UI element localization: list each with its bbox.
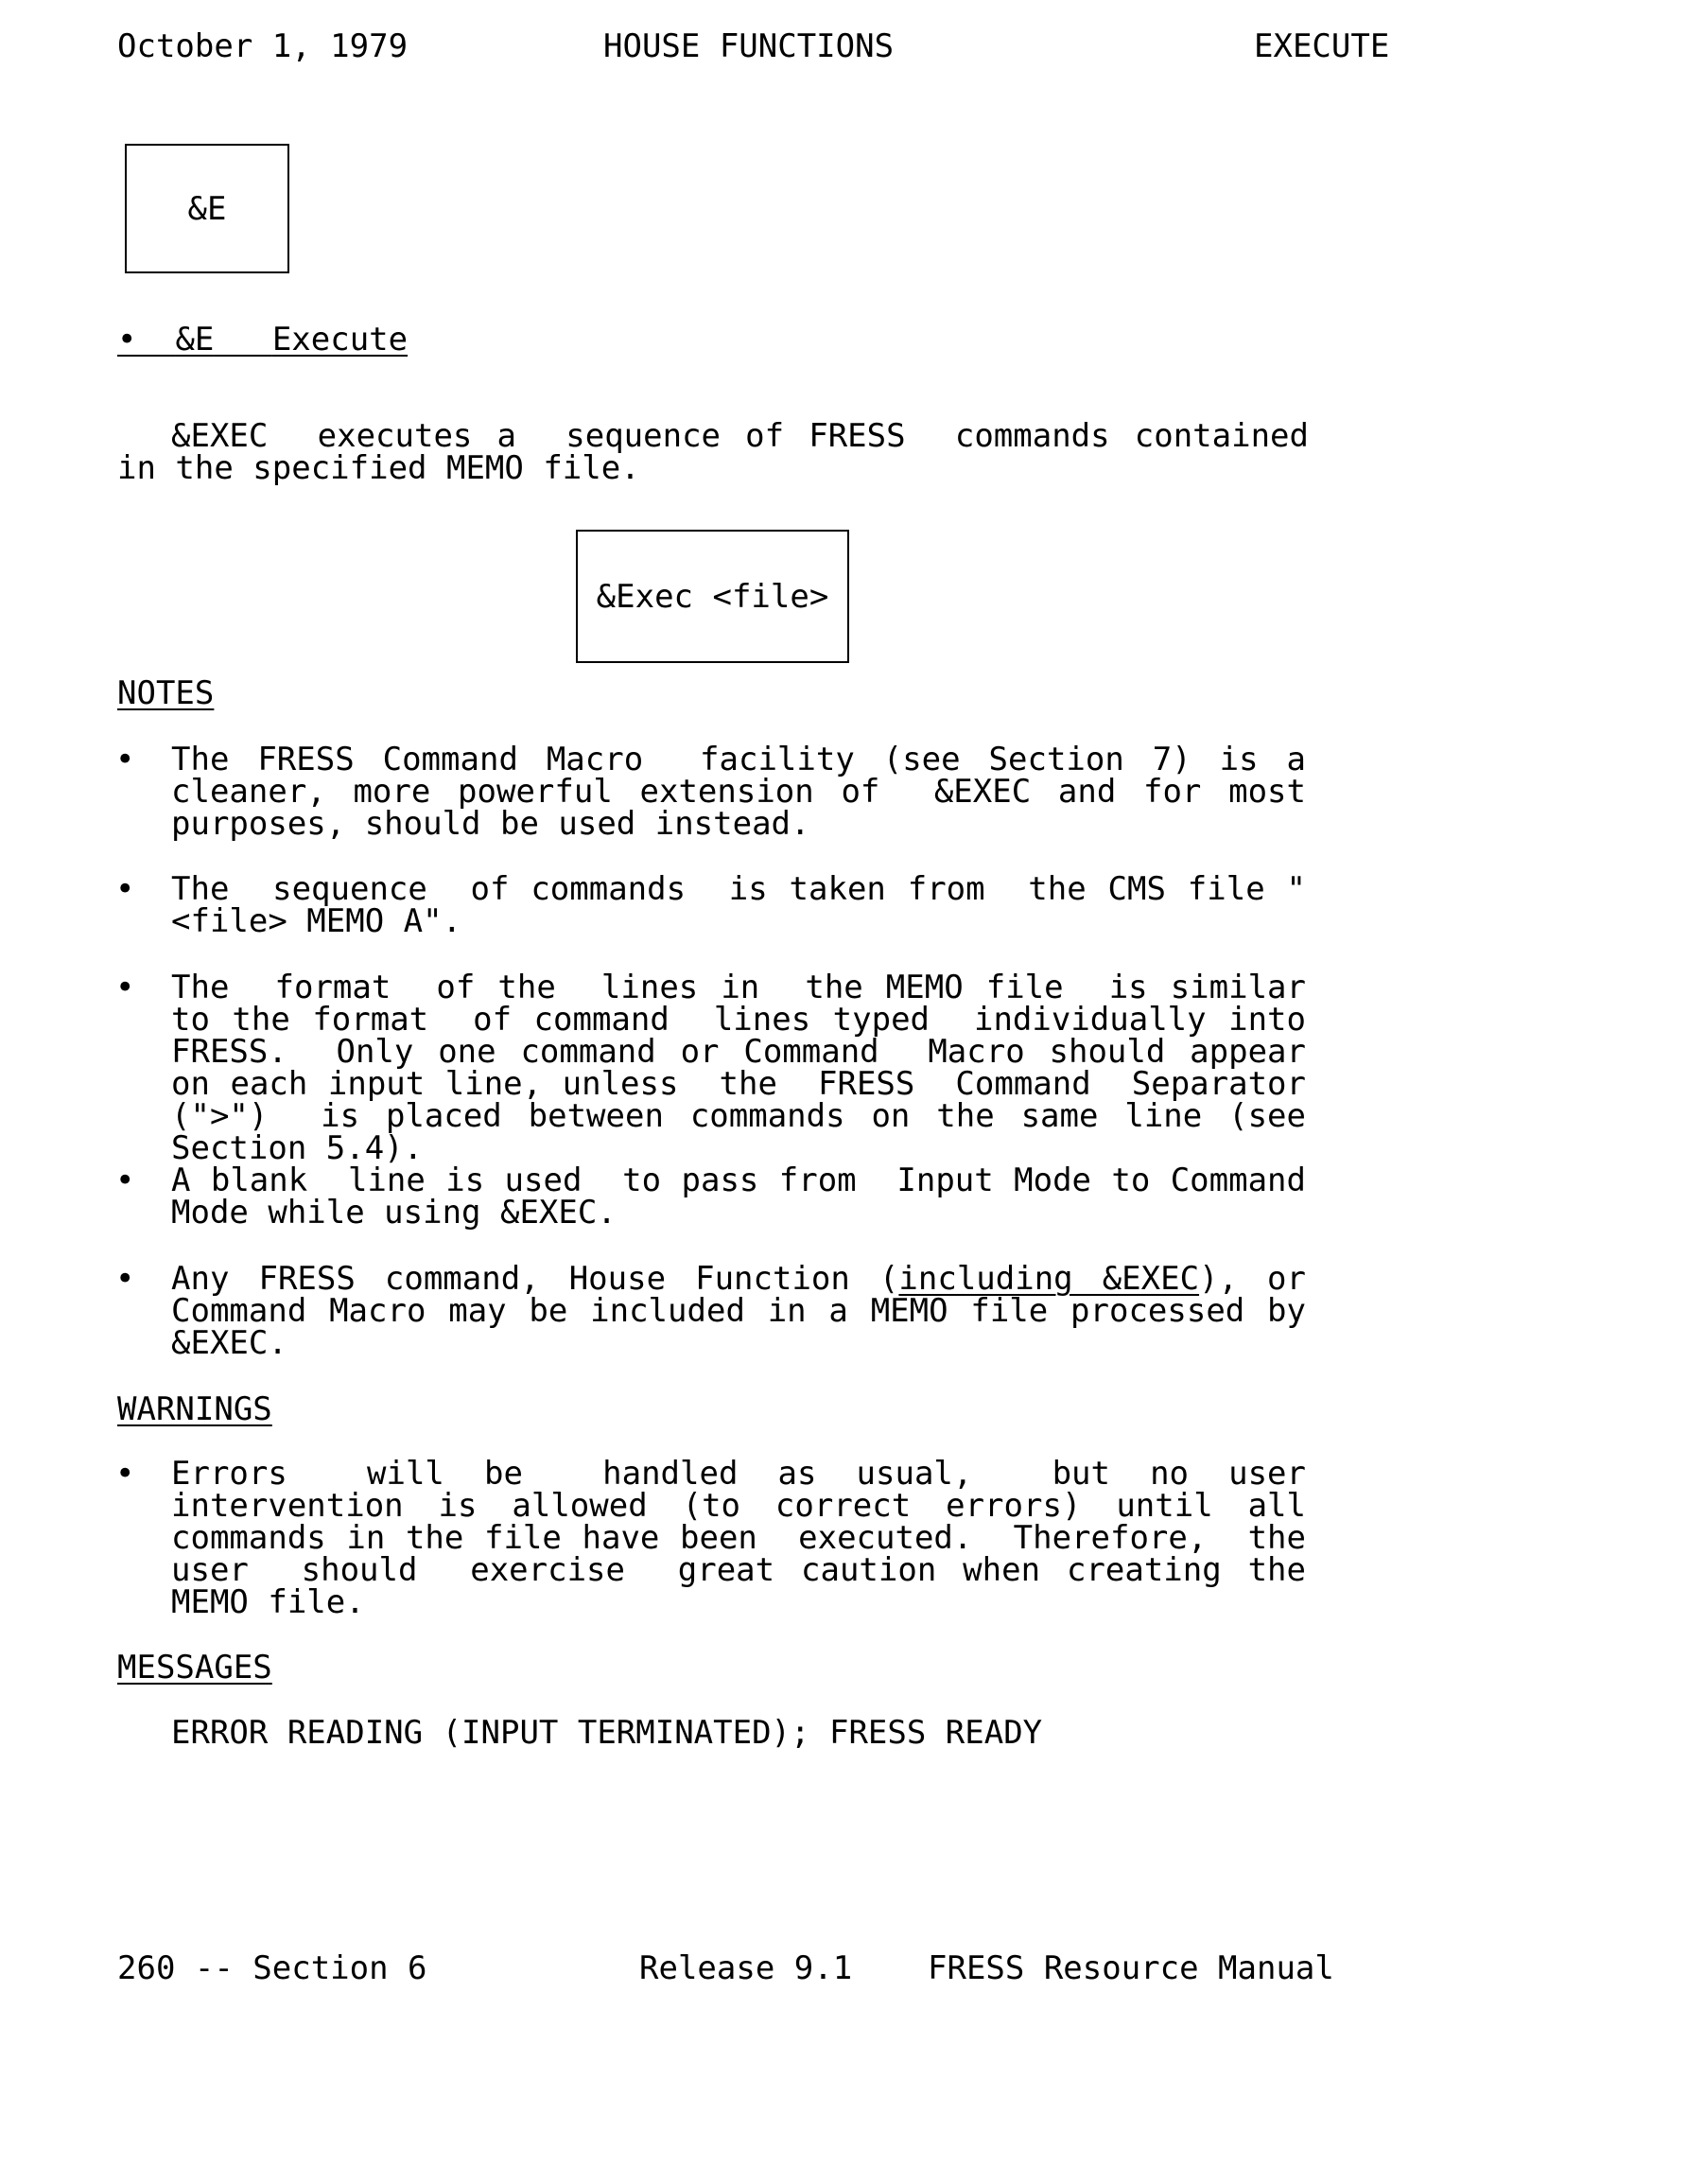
intro-paragraph: &EXEC executes a sequence of FRESS commands contained in the specified MEMO file.	[117, 417, 1329, 487]
bullet-icon: •	[115, 1162, 135, 1199]
bullet-icon: •	[115, 1260, 135, 1298]
function-box-label: &E	[187, 189, 227, 228]
note-text-after: ), or Command Macro may be included in a MEMO file processed by &EXEC.	[171, 1260, 1326, 1362]
bullet-icon: •	[115, 1455, 135, 1493]
header-topic: EXECUTE	[1254, 27, 1390, 65]
message-text: ERROR READING (INPUT TERMINATED); FRESS READY	[171, 1714, 1043, 1752]
warning-text: Errors will be handled as usual, but no user intervention is allowed (to correct errors) until all commands in the file have been executed. Therefore, the user should exercise great caution when creating the MEMO file.	[171, 1455, 1345, 1621]
footer-release: Release 9.1	[639, 1949, 853, 1987]
function-box	[125, 144, 289, 273]
heading-name: Execute	[271, 321, 409, 358]
note-text-underlined: including &EXEC	[898, 1260, 1200, 1298]
footer-page: 260 -- Section 6	[117, 1949, 427, 1987]
footer-manual: FRESS Resource Manual	[928, 1949, 1334, 1987]
heading-code: &E	[175, 321, 215, 358]
bullet-icon: •	[115, 741, 135, 778]
header-date: October 1, 1979	[117, 27, 409, 65]
note-text: The format of the lines in the MEMO file is similar to the format of command lines typed individually into FRESS. Only one command or Command Macro should appear on each input line, unless the FRESS Command Separator (">") is placed between commands on the same line (see Section 5.4).	[171, 969, 1326, 1167]
syntax-text: &Exec <file>	[596, 577, 829, 616]
note-text	[171, 1260, 1326, 1362]
note-text: The FRESS Command Macro facility (see Section 7) is a cleaner, more powerful extension of &EXEC and for most purposes, should be used instead.	[171, 741, 1326, 843]
note-text-before: Any FRESS command, House Function (	[171, 1260, 899, 1298]
bullet-icon: •	[115, 969, 135, 1006]
note-text: The sequence of commands is taken from the CMS file "<file> MEMO A".	[171, 870, 1306, 940]
bullet-icon: •	[115, 870, 135, 908]
section-heading	[117, 323, 408, 356]
syntax-box	[576, 530, 849, 663]
warnings-title: WARNINGS	[117, 1390, 272, 1428]
note-text: A blank line is used to pass from Input Mode to Command Mode while using &EXEC.	[171, 1162, 1326, 1232]
notes-title: NOTES	[117, 674, 215, 712]
heading-bullet: •	[117, 321, 137, 358]
header-section: HOUSE FUNCTIONS	[603, 27, 895, 65]
messages-title: MESSAGES	[117, 1649, 272, 1686]
